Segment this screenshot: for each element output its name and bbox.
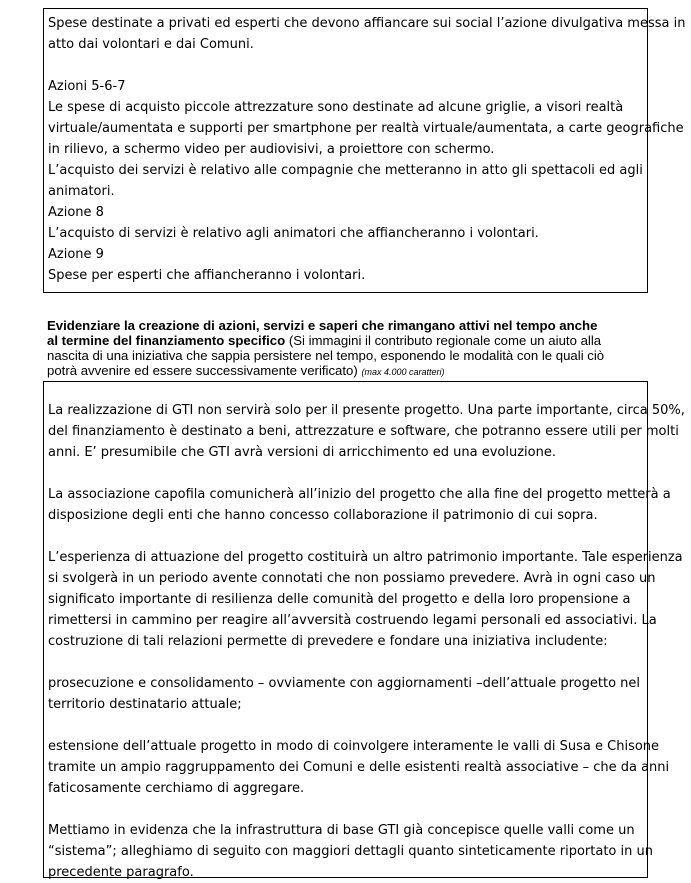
text-line: territorio destinatario attuale; [48,697,242,712]
heading-bold-line2: al termine del finanziamento specifico [47,333,286,348]
text-line: L’acquisto dei servizi è relativo alle compagnie che metteranno in atto gli spettacoli ed agli [48,163,643,178]
text-line: Spese destinate a privati ed esperti che devono affiancare sui social l’azione divulgativa messa in [48,16,686,31]
text-line: La associazione capofila comunicherà all’inizio del progetto che alla fine del progetto metterà a [48,487,671,502]
heading-line2-rest: (Si immagini il contributo regionale come un aiuto alla [285,333,602,348]
text-line: estensione dell’attuale progetto in modo di coinvolgere interamente le valli di Susa e Chisone [48,739,660,754]
heading-bold-line1: Evidenziare la creazione di azioni, servizi e saperi che rimangano attivi nel tempo anche [47,318,598,333]
text-line: virtuale/aumentata e supporti per smartphone per realtà virtuale/aumentata, a carte geografiche [48,121,684,136]
text-line: precedente paragrafo. [48,865,194,880]
text-line: anni. E’ presumibile che GTI avrà versioni di arricchimento ed una evoluzione. [48,445,556,460]
text-line: del finanziamento è destinato a beni, attrezzature e software, che potranno essere utili per molti [48,424,679,439]
text-line: faticosamente cerchiamo di aggregare. [48,781,305,796]
section-label: Azione 8 [48,205,104,220]
heading-line4: potrà avvenire ed essere successivamente verificato) [47,363,358,378]
text-line: si svolgerà in un periodo avente connotati che non possiamo prevedere. Avrà in ogni caso un [48,571,656,586]
text-line: in rilievo, a schermo video per audiovisivi, a proiettore con schermo. [48,142,495,157]
text-line: Spese per esperti che affiancheranno i volontari. [48,268,366,283]
text-line: prosecuzione e consolidamento – ovviamente con aggiornamenti –dell’attuale progetto nel [48,676,641,691]
text-line: Le spese di acquisto piccole attrezzature sono destinate ad alcune griglie, a visori realtà [48,100,624,115]
text-line: L’esperienza di attuazione del progetto costituirà un altro patrimonio importante. Tale esperienza [48,550,683,565]
text-line: significato importante di resilienza delle comunità del progetto e della loro propensione a [48,592,631,607]
text-line: Mettiamo in evidenza che la infrastruttura di base GTI già concepisce quelle valli come un [48,823,635,838]
expense-description-box [43,8,686,293]
blank-line [48,652,647,673]
text-line: “sistema”; alleghiamo di seguito con maggiori dettagli quanto sinteticamente riportato in un [48,844,653,859]
blank-line [48,463,647,484]
section-heading [47,318,647,380]
blank-line [48,799,647,820]
text-line: atto dai volontari e dai Comuni. [48,37,254,52]
text-line: L’acquisto di servizi è relativo agli animatori che affiancheranno i volontari. [48,226,539,241]
text-line: tramite un ampio raggruppamento dei Comuni e delle esistenti realtà associative – che da anni [48,760,670,775]
answer-text-box [43,381,685,880]
text-line: costruzione di tali relazioni permette di prevedere e fondare una iniziativa includente: [48,634,608,649]
text-line: rimettersi in cammino per reagire all’avversità costruendo legami personali ed associativi. La [48,613,657,628]
text-line: disposizione degli enti che hanno concesso collaborazione il patrimonio di cui sopra. [48,508,598,523]
char-limit-note: (max 4.000 caratteri) [361,367,445,377]
blank-line [48,715,647,736]
blank-line [48,55,647,76]
blank-line [48,526,647,547]
heading-line3: nascita di una iniziativa che sappia persistere nel tempo, esponendo le modalità con le quali ciò [47,348,605,363]
text-line: La realizzazione di GTI non servirà solo per il presente progetto. Una parte importante, circa 50%, [48,403,685,418]
section-label: Azioni 5-6-7 [48,79,126,94]
text-line: animatori. [48,184,115,199]
section-label: Azione 9 [48,247,104,262]
